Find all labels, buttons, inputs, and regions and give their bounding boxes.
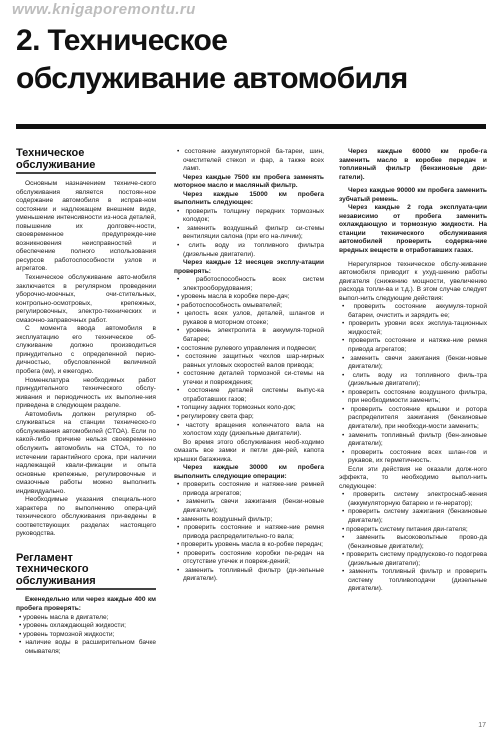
interval-2-years: Через каждые 2 года эксплуата-ции независимо от пробега заменить охлаждающую и тормозную жидкости. На станции технического обслуживания автомобилей проверить содержа-ние вредных веществ в отработавших газах. [339,204,487,255]
interval-30000: Через каждые 30000 км пробега выполнить следующие операции: [174,464,324,480]
paragraph: Автомобиль должен регулярно об-служиваться на станции техническо-го обслуживания автомобилей (СТОА). Если по какой-либо причине нельзя своевременно обслужить автомобиль на СТОА, то по истечении гарантийного срока, при наличии надлежащей квали-фикации и опыта основные крепежные, регулировочные и смазочные работы можно выполнить индивидуально. [16,410,156,495]
schedule-intro: Еженедельно или через каждые 400 км пробега проверять: [16,596,156,613]
list-item: • проверить состояние крышки и ротора распределителя зажигания (бензиновые двигатели), при необходи-мости заменить; [339,406,487,432]
list-item: • состояние деталей тормозной си-стемы на утечки и повреждения; [174,370,324,387]
list-item: • проверить уровни всех эксплуа-тационных жидкостей; [339,320,487,337]
list-item: • работоспособность омывателей; [174,302,324,311]
section-divider [16,172,156,174]
title-line-1: 2. Техническое [16,24,228,57]
list-item: • наличие воды в расширительном бачке омывателя; [16,639,156,656]
list-item: • уровень масла в коробке пере-дач; [174,293,324,302]
list-item: • состояние защитных чехлов шар-нирных равных угловых скоростей валов привода; [174,353,324,370]
interval-60000: Через каждые 60000 км пробе-га заменить масло в коробке передач и топливный фильтр (бензиновые дви-гатели). [339,148,487,181]
paragraph: С момента ввода автомобиля в эксплуатацию его техническое об-служивание должно производиться принудительно с определенной перио-дичностью, обусловленной величиной пробега (км), и ежегодно. [16,325,156,376]
list-item: • проверить толщину передних тормозных колодок; [174,208,324,225]
list-item: • регулировку света фар; [174,413,324,422]
list-item: • состояние деталей системы выпус-ка отработавших газов; [174,387,324,404]
list-item: • толщину задних тормозных коло-док; [174,404,324,413]
list-item: • проверить состояние и натяже-ние ремней привода агрегатов; [174,481,324,498]
list-item: • проверить систему зажигания (бензиновые двигатели); [339,508,487,525]
list-item: • заменить высоковольтные прово-да (бензиновые двигатели); [339,534,487,551]
heading-line: Регламент [16,551,73,564]
interval-90000: Через каждые 90000 км пробега заменить зубчатый ремень. [339,187,487,203]
list-item: • заменить свечи зажигания (бензи-новые двигатели); [339,355,487,372]
section-divider [16,588,156,590]
heading-line: технического [16,563,89,576]
list-item: • заменить воздушный фильтр; [174,516,324,525]
heading-line: Техническое [16,147,85,159]
list-item: • заменить топливный фильтр (бен-зиновые двигатели); [339,432,487,449]
list-item: • заменить свечи зажигания (бензи-новые двигатели); [174,498,324,515]
list-item: • заменить топливный фильтр (ди-зельные двигатели). [174,567,324,584]
paragraph: Номенклатура необходимых работ принудительного технического обслу-живания и периодичность их выполне-ния приведена в следующем разделе. [16,376,156,410]
paragraph-irregular: Нерегулярное техническое обслу-живание автомобиля приводит к ухуд-шению работы двигателя (снижению мощности, увеличению расхода топли-ва и т.д.). В этом случае следует выпол-нить следующие действия: [339,260,487,302]
section-heading-schedule [16,553,156,588]
list-item: • проверить состояние аккумуля-торной батареи, очистить и зарядить ее; [339,303,487,320]
list-item: • проверить состояние и натяже-ние ремня привода агрегатов; [339,337,487,354]
list-item: • частоту вращения коленчатого вала на холостом ходу (дизельные двигатели). [174,422,324,439]
column-2 [174,148,324,584]
heading-line: обслуживания [16,574,96,587]
list-item: • проверить систему предпусково-го подогрева (дизельные двигатели); [339,551,487,568]
list-item: • уровень тормозной жидкости; [16,631,156,640]
list-item: • уровень электролита в аккумуля-торной батарее; [174,327,324,344]
paragraph: Основным назначением техниче-ского обслуживания является постоян-ное содержание автомобиля в исправ-ном состоянии и надлежащем внешнем виде, уменьшение интенсивности из-носа деталей, повышение их долговеч-ности, своевременное предупрежде-ние возникновения неисправностей и обеспечение полного использования ресурсов работоспособности узлов и агрегатов. [16,180,156,273]
interval-15000: Через каждые 15000 км пробега выполнить следующее: [174,190,324,207]
list-item: • уровень масла в двигателе; [16,614,156,623]
paragraph-lubrication: Во время этого обслуживания необ-ходимо смазать все замки и петли две-рей, капота крышки багажника. [174,438,324,463]
interval-12-months: Через каждые 12 месяцев эксплу-атации проверять: [174,259,324,275]
list-item: • проверить состояние и натяже-ние ремня привода распределительно-го вала; [174,524,324,541]
list-item: • состояние рулевого управления и подвески; [174,345,324,354]
heading-line: обслуживание [16,158,96,171]
paragraph: Необходимые указания специаль-ного характера по выполнению опера-ций технического обслуживания при-ведены в соответствующих разделах настоящего руководства. [16,496,156,538]
list-item: • целость всех узлов, деталей, шлангов и рукавов в моторном отсеке; [174,310,324,327]
list-item: • состояние аккумуляторной ба-тареи, шин, очистителей стекол и фар, а также всех ламп. [174,148,324,174]
list-item: • проверить систему питания дви-гателя; [339,526,487,535]
list-item: • слить воду из топливного филь-тра (дизельные двигатели); [339,372,487,389]
list-item: • проверить состояние всех шлан-гов и рукавов, их герметичность. [339,449,487,466]
interval-7500: Через каждые 7500 км пробега заменять моторное масло и масляный фильтр. [174,173,324,190]
column-1 [16,148,156,656]
list-item: • проверить уровень масла в ко-робке передач; [174,541,324,550]
paragraph-if-not: Если эти действия не оказали долж-ного эффекта, то необходимо выпол-нить следующее: [339,465,487,490]
list-item: • проверить систему электроснаб-жения (аккумуляторную батарею и ге-нератор); [339,491,487,508]
title-line-2: обслуживание автомобиля [16,62,408,95]
title-divider [16,124,486,129]
column-3 [339,148,487,594]
list-item: • работоспособность всех систем электрооборудования; [174,276,324,293]
list-item: • проверить состояние воздушного фильтра, при необходимости заменить; [339,389,487,406]
watermark-text: www.knigaporemontu.ru [12,1,196,18]
list-item: • уровень охлаждающей жидкости; [16,622,156,631]
page-title [16,22,408,98]
list-item: • заменить топливный фильтр и проверить систему топливоподачи (дизельные двигатели). [339,568,487,594]
list-item: • слить воду из топливного фильтра (дизельные двигатели). [174,242,324,259]
list-item: • проверить состояние коробки пе-редач на отсутствие утечек и повреж-дений; [174,550,324,567]
paragraph: Техническое обслуживание авто-мобиля заключается в регулярном проведении уборочно-моечных, очи-стительных, контрольно-осмотровых, крепежных, регулировочных, электро-технических и смазочно-заправочных работ. [16,274,156,324]
section-heading-maintenance [16,148,156,171]
page-number: 17 [478,722,486,729]
list-item: • заменить воздушный фильтр си-стемы вентиляции салона (при его на-личии); [174,225,324,242]
